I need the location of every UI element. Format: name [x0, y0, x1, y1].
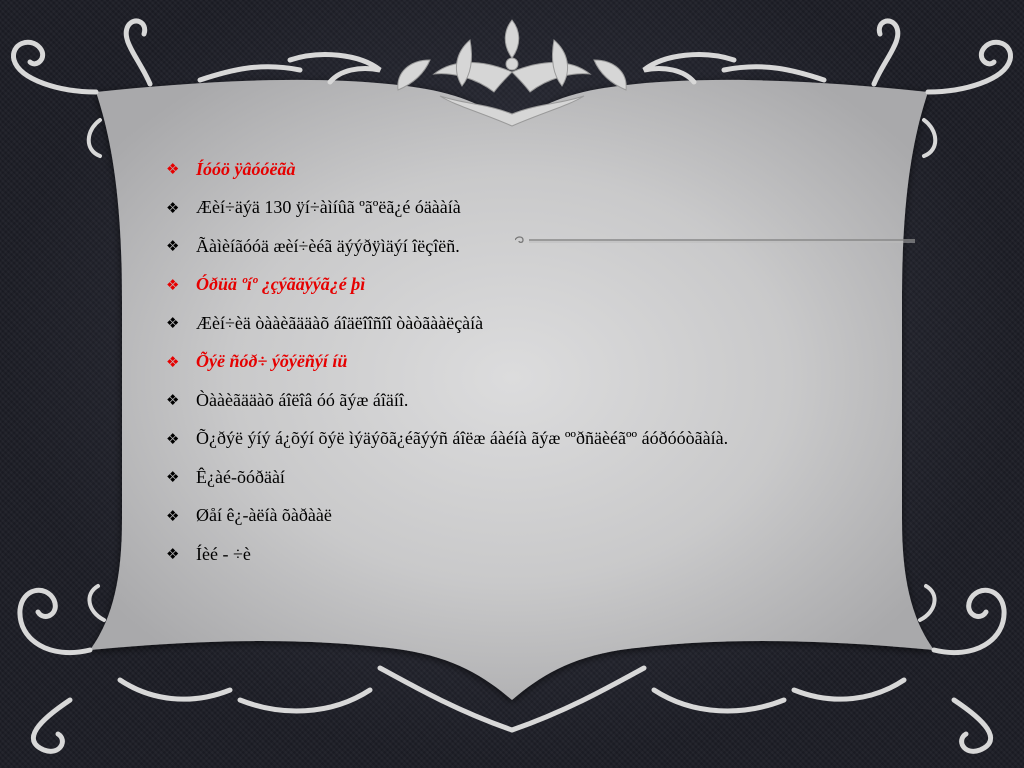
- bullet-item: [166, 227, 866, 266]
- bullet-text: Æèí÷äýä 130 ÿí÷àìíûã ºãºëã¿é óäààíà: [196, 197, 461, 218]
- bullet-text: Ê¿àé-õóðäàí: [196, 466, 285, 487]
- bullet-text: Íóóö ÿâóóëãà: [196, 158, 296, 179]
- diamond-quad-bullet-icon: ❖: [166, 545, 180, 564]
- diamond-quad-bullet-icon: ❖: [166, 391, 180, 410]
- bullet-item: [166, 420, 866, 459]
- bullet-text: Æèí÷èä òààèãääàõ áîäëîîñîî òàòãààëçàíà: [196, 312, 484, 333]
- bullet-text: Øåí ê¿-àëíà õàðààë: [196, 505, 332, 526]
- bullet-item: [166, 381, 866, 420]
- diamond-quad-bullet-icon: ❖: [166, 237, 180, 256]
- diamond-quad-bullet-icon: ❖: [166, 160, 180, 179]
- diamond-quad-bullet-icon: ❖: [166, 275, 180, 294]
- bullet-item: [166, 189, 866, 228]
- bullet-text: Õ¿ðýë ýíý á¿õýí õýë ìýäýõã¿éãýýñ áîëæ áàéíà ãýæ ººðñäèéãºº áóðóóòãàíà.: [196, 428, 729, 449]
- bullet-text: Ãàìèíãóóä æèí÷èéã äýýðÿìäýí îëçîëñ.: [196, 235, 460, 256]
- diamond-quad-bullet-icon: ❖: [166, 352, 180, 371]
- diamond-quad-bullet-icon: ❖: [166, 429, 180, 448]
- diamond-quad-bullet-icon: ❖: [166, 198, 180, 217]
- bullet-list: [166, 150, 866, 574]
- bullet-item: [166, 535, 866, 574]
- bullet-item: [166, 266, 866, 305]
- diamond-quad-bullet-icon: ❖: [166, 314, 180, 333]
- bullet-text: Óðüä ºíº ¿çýãäýýã¿é þì: [196, 274, 366, 295]
- bullet-text: Õýë ñóð÷ ýõýëñýí íü: [196, 351, 348, 372]
- slide-content: [166, 150, 866, 574]
- bullet-item: [166, 343, 866, 382]
- bullet-item: [166, 304, 866, 343]
- bullet-text: Íèé - ÷è: [196, 543, 251, 564]
- bullet-text: Òààèãääàõ áîëîâ óó ãýæ áîäíî.: [196, 389, 409, 410]
- bullet-item: [166, 458, 866, 497]
- bullet-item: [166, 150, 866, 189]
- bullet-item: [166, 497, 866, 536]
- diamond-quad-bullet-icon: ❖: [166, 506, 180, 525]
- diamond-quad-bullet-icon: ❖: [166, 468, 180, 487]
